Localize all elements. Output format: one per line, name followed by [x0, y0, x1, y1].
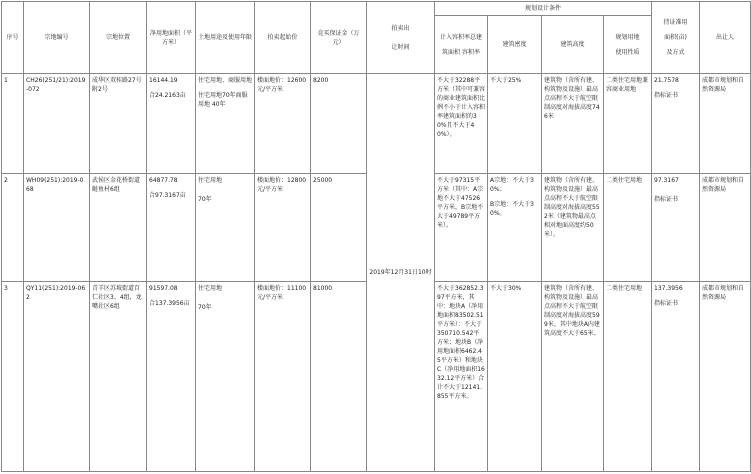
land-auction-table-container [1, 1, 745, 472]
header-auction-time [367, 2, 435, 74]
row-grantor: 成都市规划和自然资源局 [700, 74, 751, 174]
table-row [2, 74, 751, 174]
row-code: CH26(251/21):2019-072 [24, 74, 90, 174]
row-density [488, 174, 542, 282]
row-density: 不大于25% [488, 74, 542, 174]
row-nature: 二类住宅用地 [604, 174, 652, 282]
row-area-mu: 合24.2163亩 [149, 92, 186, 99]
header-quota-line1: 持证准用 [663, 19, 688, 26]
header-nature [604, 16, 652, 74]
row-usage-years: 住宅用地70年商服用地 40年 [198, 92, 248, 108]
row-area-sqm: 16144.19 [149, 77, 178, 84]
header-seq: 序号 [2, 2, 24, 74]
header-nature-line2: 使用性质 [615, 48, 640, 56]
row-nature: 二类住宅用地兼容商业用地 [604, 74, 652, 174]
header-code: 宗地编号 [24, 2, 90, 74]
header-grantor: 出让人 [700, 2, 751, 74]
row-far: 不大于32288平方米（其中可兼容的商业建筑面积比例不小于计入容积率建筑面积的30%且不大于40%）。 [435, 74, 488, 174]
header-planning: 规划设计条件 [435, 2, 652, 16]
header-start-price: 拍卖起始价 [255, 2, 311, 74]
row-usage-type: 住宅用地 [198, 177, 223, 184]
auction-time-cell: 2019年12月31日10时 [367, 74, 435, 472]
row-deposit: 25000 [311, 174, 367, 282]
row-far: 不大于362852.397平方米，其中：地块A（净用地面积83502.51平方米）：不大于350710.542平方米；地块B（净用地面积6462.45平方米）和地块C（净用地面积1632.12平方米）合计不大于12141.855平方米。 [435, 282, 488, 472]
row-area-mu: 合137.3956亩 [149, 300, 190, 307]
row-area [147, 282, 196, 472]
row-quota-way: 指标证书 [654, 196, 679, 203]
row-density-a: A宗地：不大于30%； [490, 177, 534, 193]
row-start-price: 楼面地价：12800元/平方米 [255, 174, 311, 282]
header-auction-time-line2: 让时间 [391, 43, 410, 51]
row-seq: 3 [2, 282, 24, 472]
row-location: 青羊区苏坡街道百仁社区3、4组，龙嘴社区6组 [90, 282, 147, 472]
row-code: QY11(251):2019-062 [24, 282, 90, 472]
row-location: 武侯区金花桥街道鲢鱼村6组 [90, 174, 147, 282]
row-height: 建筑物（含所有建、构筑物及设施）最高点高程不大于航空限制高度对海拔高度552米（建筑物最高点相对地面高度约50米）。 [542, 174, 604, 282]
row-height: 建筑物（含所有建、构筑物及设施）最高点高程不大于航空限制高度对海拔高度599米，其中地块A内建筑高度不大于65米。 [542, 282, 604, 472]
row-area [147, 74, 196, 174]
header-height: 建筑高度 [542, 16, 604, 74]
row-deposit: 81000 [311, 282, 367, 472]
row-density-b: B宗地：不大于30%。 [490, 201, 534, 217]
row-usage-years: 70年 [198, 196, 212, 203]
header-deposit: 竞买保证金（万元） [311, 2, 367, 74]
header-quota-line2: 面积(亩) [664, 34, 687, 41]
header-far-line1: 计入容积率总建 [439, 33, 482, 41]
row-start-price: 楼面地价：12600元/平方米 [255, 74, 311, 174]
row-area [147, 174, 196, 282]
row-usage [196, 74, 255, 174]
row-seq: 2 [2, 174, 24, 282]
row-grantor: 成都市规划和自然资源局 [700, 282, 751, 472]
row-far: 不大于97315平方米（其中：A宗地不大于47526平方米，B宗地不大于49789平方米）。 [435, 174, 488, 282]
header-usage: 土地用途及使用年限 [196, 2, 255, 74]
row-area-sqm: 91597.08 [149, 285, 178, 292]
row-quota-value: 97.3167 [654, 177, 679, 184]
row-usage-years: 70年 [198, 304, 212, 311]
header-quota-line3: 及方式 [666, 49, 685, 56]
row-quota-way: 指标证书 [654, 300, 679, 307]
row-deposit: 8200 [311, 74, 367, 174]
header-nature-line1: 规划用地 [615, 33, 640, 41]
header-area: 净用地面积（平方米） [147, 2, 196, 74]
land-auction-table [1, 1, 751, 472]
header-quota [652, 2, 700, 74]
row-start-price: 楼面地价：11100元/平方米 [255, 282, 311, 472]
header-row-1 [2, 2, 751, 16]
row-area-sqm: 64877.78 [149, 177, 178, 184]
row-nature: 二类住宅用地 [604, 282, 652, 472]
row-usage-type: 住宅用地 [198, 285, 223, 292]
header-far-line2: 筑面积 容积率 [442, 48, 480, 56]
row-quota-value: 21.7578 [654, 77, 679, 84]
row-quota [652, 282, 700, 472]
row-usage [196, 174, 255, 282]
row-quota-value: 137.3956 [654, 285, 683, 292]
header-location: 宗地位置 [90, 2, 147, 74]
header-density: 建筑密度 [488, 16, 542, 74]
row-quota-way: 指标证书 [654, 92, 679, 99]
row-grantor: 成都市规划和自然资源局 [700, 174, 751, 282]
row-area-mu: 合97.3167亩 [149, 192, 186, 199]
row-code: WH09(251):2019-068 [24, 174, 90, 282]
row-height: 建筑物（含所有建、构筑物及设施）最高点高程不大于航空限制高度对海拔高度746米 [542, 74, 604, 174]
row-quota [652, 74, 700, 174]
row-location: 成华区双桂路27号附2号 [90, 74, 147, 174]
header-auction-time-line1: 拍卖出 [391, 24, 410, 32]
row-density: 不大于30% [488, 282, 542, 472]
row-quota [652, 174, 700, 282]
row-usage-type: 住宅用地、商服用地 [198, 77, 253, 84]
row-usage [196, 282, 255, 472]
header-far [435, 16, 488, 74]
row-seq: 1 [2, 74, 24, 174]
